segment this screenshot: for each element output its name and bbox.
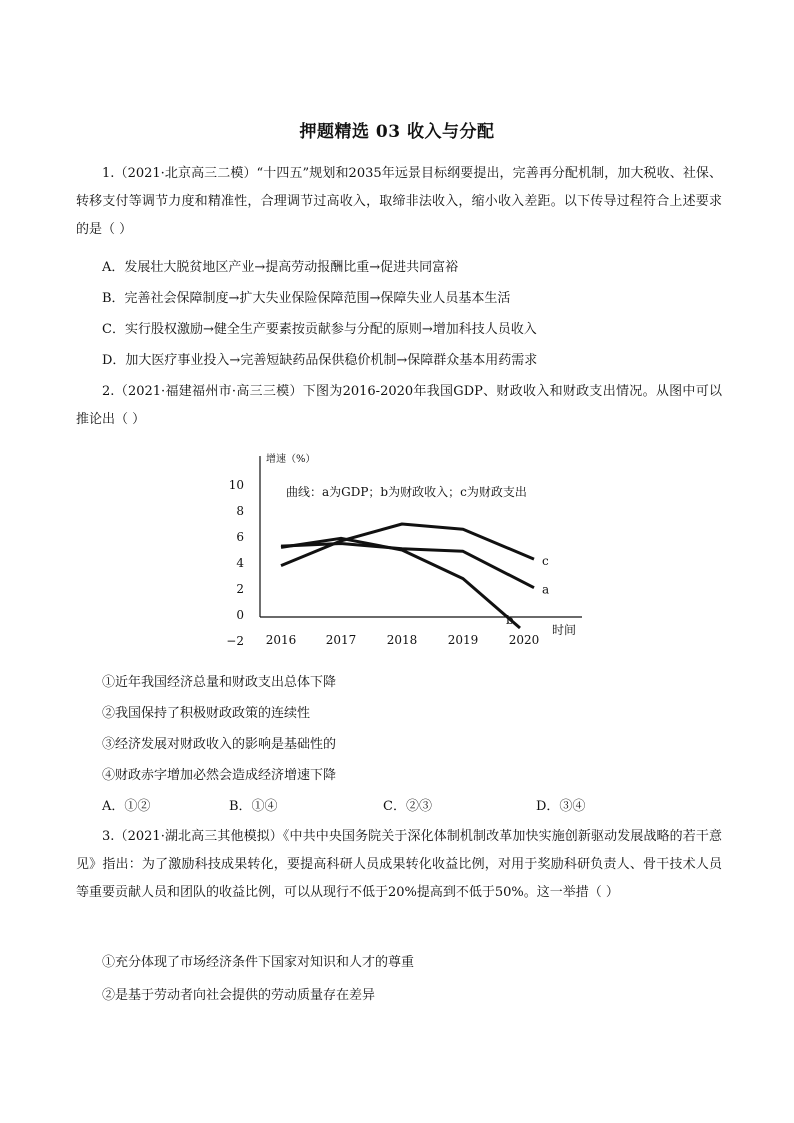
question-2-option-c: C．②③ xyxy=(383,799,432,814)
question-1-stem: 1.（2021·北京高三二模）“十四五”规划和2035年远景目标纲要提出，完善再分配机制，加大税收、社保、转移支付等调节力度和精准性，合理调节过高收入，取缔非法收入，缩小收入差距。以下传导过程符合上述要求的是（ ） xyxy=(76,166,722,237)
y-tick-label: 10 xyxy=(228,478,244,492)
question-2-statement-4: ④财政赤字增加必然会造成经济增速下降 xyxy=(102,768,337,783)
y-tick-label: 4 xyxy=(236,556,244,570)
x-tick-label: 2018 xyxy=(386,633,418,647)
question-2-option-b: B．①④ xyxy=(229,799,278,814)
series-label-b: b xyxy=(506,613,514,627)
x-axis-label: 时间 xyxy=(552,623,577,637)
question-1-option-d: D．加大医疗事业投入→完善短缺药品保供稳价机制→保障群众基本用药需求 xyxy=(102,353,538,368)
x-tick-label: 2016 xyxy=(265,633,297,647)
question-2-stem: 2.（2021·福建福州市·高三三模）下图为2016-2020年我国GDP、财政收入和财政支出情况。从图中可以推论出（ ） xyxy=(76,384,722,427)
line-chart xyxy=(212,444,612,656)
chart-axes xyxy=(260,456,582,617)
question-3-stem: 3.（2021·湖北高三其他模拟）《中共中央国务院关于深化体制机制改革加快实施创新驱动发展战略的若干意见》指出：为了激励科技成果转化，要提高科研人员成果转化收益比例，对用于奖励科研负责人、骨干技术人员等重要贡献人员和团队的收益比例，可以从现行不低于20%提高到不低于50%。这一举措（ ） xyxy=(76,829,722,900)
series-label-c: c xyxy=(542,554,549,569)
x-tick-labels xyxy=(266,633,540,647)
question-1-option-c: C．实行股权激励→健全生产要素按贡献参与分配的原则→增加科技人员收入 xyxy=(102,322,537,337)
y-tick-label: 0 xyxy=(236,608,244,622)
x-tick-label: 2020 xyxy=(508,633,540,647)
question-2-statement-2: ②我国保持了积极财政政策的连续性 xyxy=(102,706,311,721)
question-1-option-b: B．完善社会保障制度→扩大失业保险保障范围→保障失业人员基本生活 xyxy=(102,291,511,306)
question-2-statement-3: ③经济发展对财政收入的影响是基础性的 xyxy=(102,737,337,752)
page-title: 押题精选 03 收入与分配 xyxy=(299,122,495,142)
x-tick-label: 2019 xyxy=(447,633,479,647)
y-axis-label: 增速（%） xyxy=(266,454,316,465)
question-2-option-d: D．③④ xyxy=(536,799,586,814)
y-tick-label: 8 xyxy=(236,504,244,518)
series-labels xyxy=(506,554,549,627)
x-tick-label: 2017 xyxy=(325,633,357,647)
y-tick-label: 2 xyxy=(236,582,244,596)
y-tick-label: −2 xyxy=(226,634,244,648)
series-lines xyxy=(281,524,534,628)
question-2-option-a: A．①② xyxy=(102,799,151,814)
question-2-statement-1: ①近年我国经济总量和财政支出总体下降 xyxy=(102,675,337,690)
y-tick-label: 6 xyxy=(236,530,244,544)
question-1-option-a: A．发展壮大脱贫地区产业→提高劳动报酬比重→促进共同富裕 xyxy=(102,260,459,275)
chart-legend-text: 曲线：a为GDP；b为财政收入；c为财政支出 xyxy=(286,485,527,499)
series-label-a: a xyxy=(542,582,550,597)
question-3-statement-2: ②是基于劳动者向社会提供的劳动质量存在差异 xyxy=(102,988,376,1003)
question-3-statement-1: ①充分体现了市场经济条件下国家对知识和人才的尊重 xyxy=(102,955,415,970)
y-tick-labels xyxy=(226,478,244,648)
